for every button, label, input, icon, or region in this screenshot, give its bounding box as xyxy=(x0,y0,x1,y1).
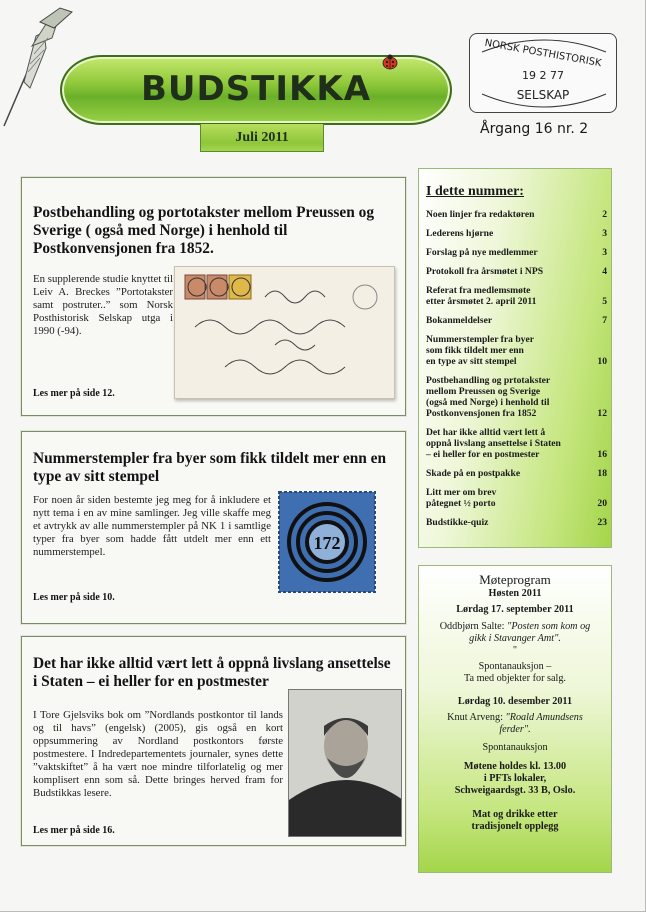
toc-item-page: 23 xyxy=(597,517,607,528)
issue-number: Årgang 16 nr. 2 xyxy=(480,121,589,137)
meeting-1-date: Lørdag 17. september 2011 xyxy=(456,604,574,615)
food-line-2: tradisjonelt opplegg xyxy=(471,821,559,832)
toc-item-page: 12 xyxy=(597,408,607,419)
toc-item-title: Litt mer om brev påtegnet ½ porto xyxy=(426,487,497,509)
toc-item[interactable] xyxy=(426,209,607,220)
toc-item[interactable] xyxy=(426,315,607,326)
masthead-title: BUDSTIKKA xyxy=(140,69,372,109)
toc-item-title: Det har ikke alltid vært lett å oppnå livslang ansettelse i Staten – ei heller for en postmester xyxy=(426,427,561,460)
toc-item-page: 18 xyxy=(597,468,607,479)
meeting-1-auction: Spontanauksjon – xyxy=(478,661,552,672)
toc-title: I dette nummer: xyxy=(426,184,524,199)
meeting-1-quote: " xyxy=(512,645,518,656)
toc-item-page: 7 xyxy=(602,315,607,326)
postmark-top-text: NORSK POSTHISTORISK xyxy=(483,37,603,70)
toc-item[interactable] xyxy=(426,285,607,307)
toc-item-title: Lederens hjørne xyxy=(426,228,494,239)
postmark-date: 19 2 77 xyxy=(522,69,564,82)
meeting-2-speaker-line xyxy=(419,712,611,724)
ladybug-icon xyxy=(381,53,399,71)
read-more-link[interactable]: Les mer på side 16. xyxy=(33,825,115,836)
toc-item-page: 20 xyxy=(597,498,607,509)
toc-item-title: Referat fra medlemsmøte etter årsmøtet 2. april 2011 xyxy=(426,285,537,307)
article-title: Det har ikke alltid vært lett å oppnå livslang ansettelse i Staten – ei heller for en postmester xyxy=(33,655,391,690)
portrait-person-icon xyxy=(289,690,402,837)
toc-item-title: Budstikke-quiz xyxy=(426,517,489,528)
meeting-season: Høsten 2011 xyxy=(488,588,542,599)
meeting-2-date: Lørdag 10. desember 2011 xyxy=(457,696,573,707)
toc-item[interactable] xyxy=(426,375,607,419)
toc-item[interactable] xyxy=(426,517,607,528)
toc-item-title: Bokanmeldelser xyxy=(426,315,493,326)
meeting-1-topic-b: gikk i Stavanger Amt". xyxy=(469,633,561,644)
venue-line-1: Møtene holdes kl. 13.00 xyxy=(463,761,567,772)
article-title: Postbehandling og portotakster mellom Preussen og Sverige ( også med Norge) i henhold til Postkonvensjonen fra 1852. xyxy=(33,204,375,257)
meeting-1-speaker: Oddbjørn Salte: xyxy=(439,621,508,632)
read-more-link[interactable]: Les mer på side 10. xyxy=(33,592,115,603)
toc-item[interactable] xyxy=(426,334,607,367)
meeting-2-topic-a: "Roald Amundsens xyxy=(505,712,583,723)
toc-item-title: Noen linjer fra redaktøren xyxy=(426,209,535,220)
toc-item-title: Protokoll fra årsmøtet i NPS xyxy=(426,266,544,277)
quill-pen-icon xyxy=(0,2,78,130)
toc-item[interactable] xyxy=(426,468,607,479)
toc-item-page: 5 xyxy=(602,296,607,307)
postmark-bottom-text: SELSKAP xyxy=(516,88,570,102)
toc-item-title: Skade på en postpakke xyxy=(426,468,521,479)
toc-item-title: Forslag på nye medlemmer xyxy=(426,247,538,258)
stamp-number: 172 xyxy=(313,533,341,553)
article-body: I Tore Gjelsviks bok om ”Nordlands postkontor til lands og til havs” (engelsk) (2005), gis også en kort oppsummering av Nordland postkontors første postmestere. I Indredepartementets journaler, synes dette ”vaktskiftet” å ha vært noe mindre tilforlatelig og mer komplisert enn som så. Dette bringes herved fram for Budstikkas lesere. xyxy=(33,709,283,799)
meeting-2-auction: Spontanauksjon xyxy=(482,742,548,753)
toc-list xyxy=(426,209,607,536)
toc-item-page: 16 xyxy=(597,449,607,460)
meeting-2-topic-b: ferder". xyxy=(499,724,531,735)
toc-item[interactable] xyxy=(426,228,607,239)
toc-item-page: 3 xyxy=(602,247,607,258)
article-title: Nummerstempler fra byer som fikk tildelt mer enn en type av sitt stempel xyxy=(33,450,387,485)
meeting-1-topic-a: "Posten som kom og xyxy=(507,621,591,632)
letter-stamps-icon xyxy=(175,267,396,400)
toc-item[interactable] xyxy=(426,266,607,277)
article-body: En supplerende studie knyttet til Leiv A. Breckes ”Portotakster samt postruter..” som Norsk Posthistorisk Selskap utga i 1990 (-94). xyxy=(33,273,173,337)
meeting-program xyxy=(418,565,612,873)
cover-letter-image xyxy=(174,266,395,399)
toc-item[interactable] xyxy=(426,247,607,258)
venue-line-3: Schweigaardsgt. 33 B, Oslo. xyxy=(454,785,576,796)
toc-item[interactable] xyxy=(426,427,607,460)
toc-item[interactable] xyxy=(426,487,607,509)
toc-item-title: Nummerstempler fra byer som fikk tildelt mer enn en type av sitt stempel xyxy=(426,334,534,367)
toc-item-page: 4 xyxy=(602,266,607,277)
society-postmark xyxy=(469,33,617,113)
article-postmester xyxy=(21,636,406,846)
article-body: For noen år siden bestemte jeg meg for å inkludere et nytt tema i en av mine samlinger. Jeg ville skaffe meg et avtrykk av alle nummerstempler på NK 1 i samtlige typer fra byer som hadde fått utdelt mer enn ett nummerstempel. xyxy=(33,494,271,558)
toc-item-page: 2 xyxy=(602,209,607,220)
toc-item-page: 3 xyxy=(602,228,607,239)
article-nummerstempler xyxy=(21,431,406,624)
meeting-1-speaker-line xyxy=(419,621,611,633)
toc-item-title: Postbehandling og prtotakster mellom Preussen og Sverige (også med Norge) i henhold til Postkonvensjonen fra 1852 xyxy=(426,375,551,419)
meeting-title: Møteprogram xyxy=(479,572,551,587)
meeting-1-auction-note: Ta med objekter for salg. xyxy=(464,673,566,684)
table-of-contents xyxy=(418,168,612,548)
venue-line-2: i PFTs lokaler, xyxy=(483,773,547,784)
issue-date: Juli 2011 xyxy=(200,124,324,152)
postmaster-portrait xyxy=(288,689,402,837)
read-more-link[interactable]: Les mer på side 12. xyxy=(33,388,115,399)
food-line-1: Mat og drikke etter xyxy=(472,809,558,820)
meeting-2-speaker: Knut Arveng: xyxy=(447,712,506,723)
numeral-stamp-image xyxy=(277,490,377,594)
article-preussen xyxy=(21,177,406,416)
toc-item-page: 10 xyxy=(597,356,607,367)
